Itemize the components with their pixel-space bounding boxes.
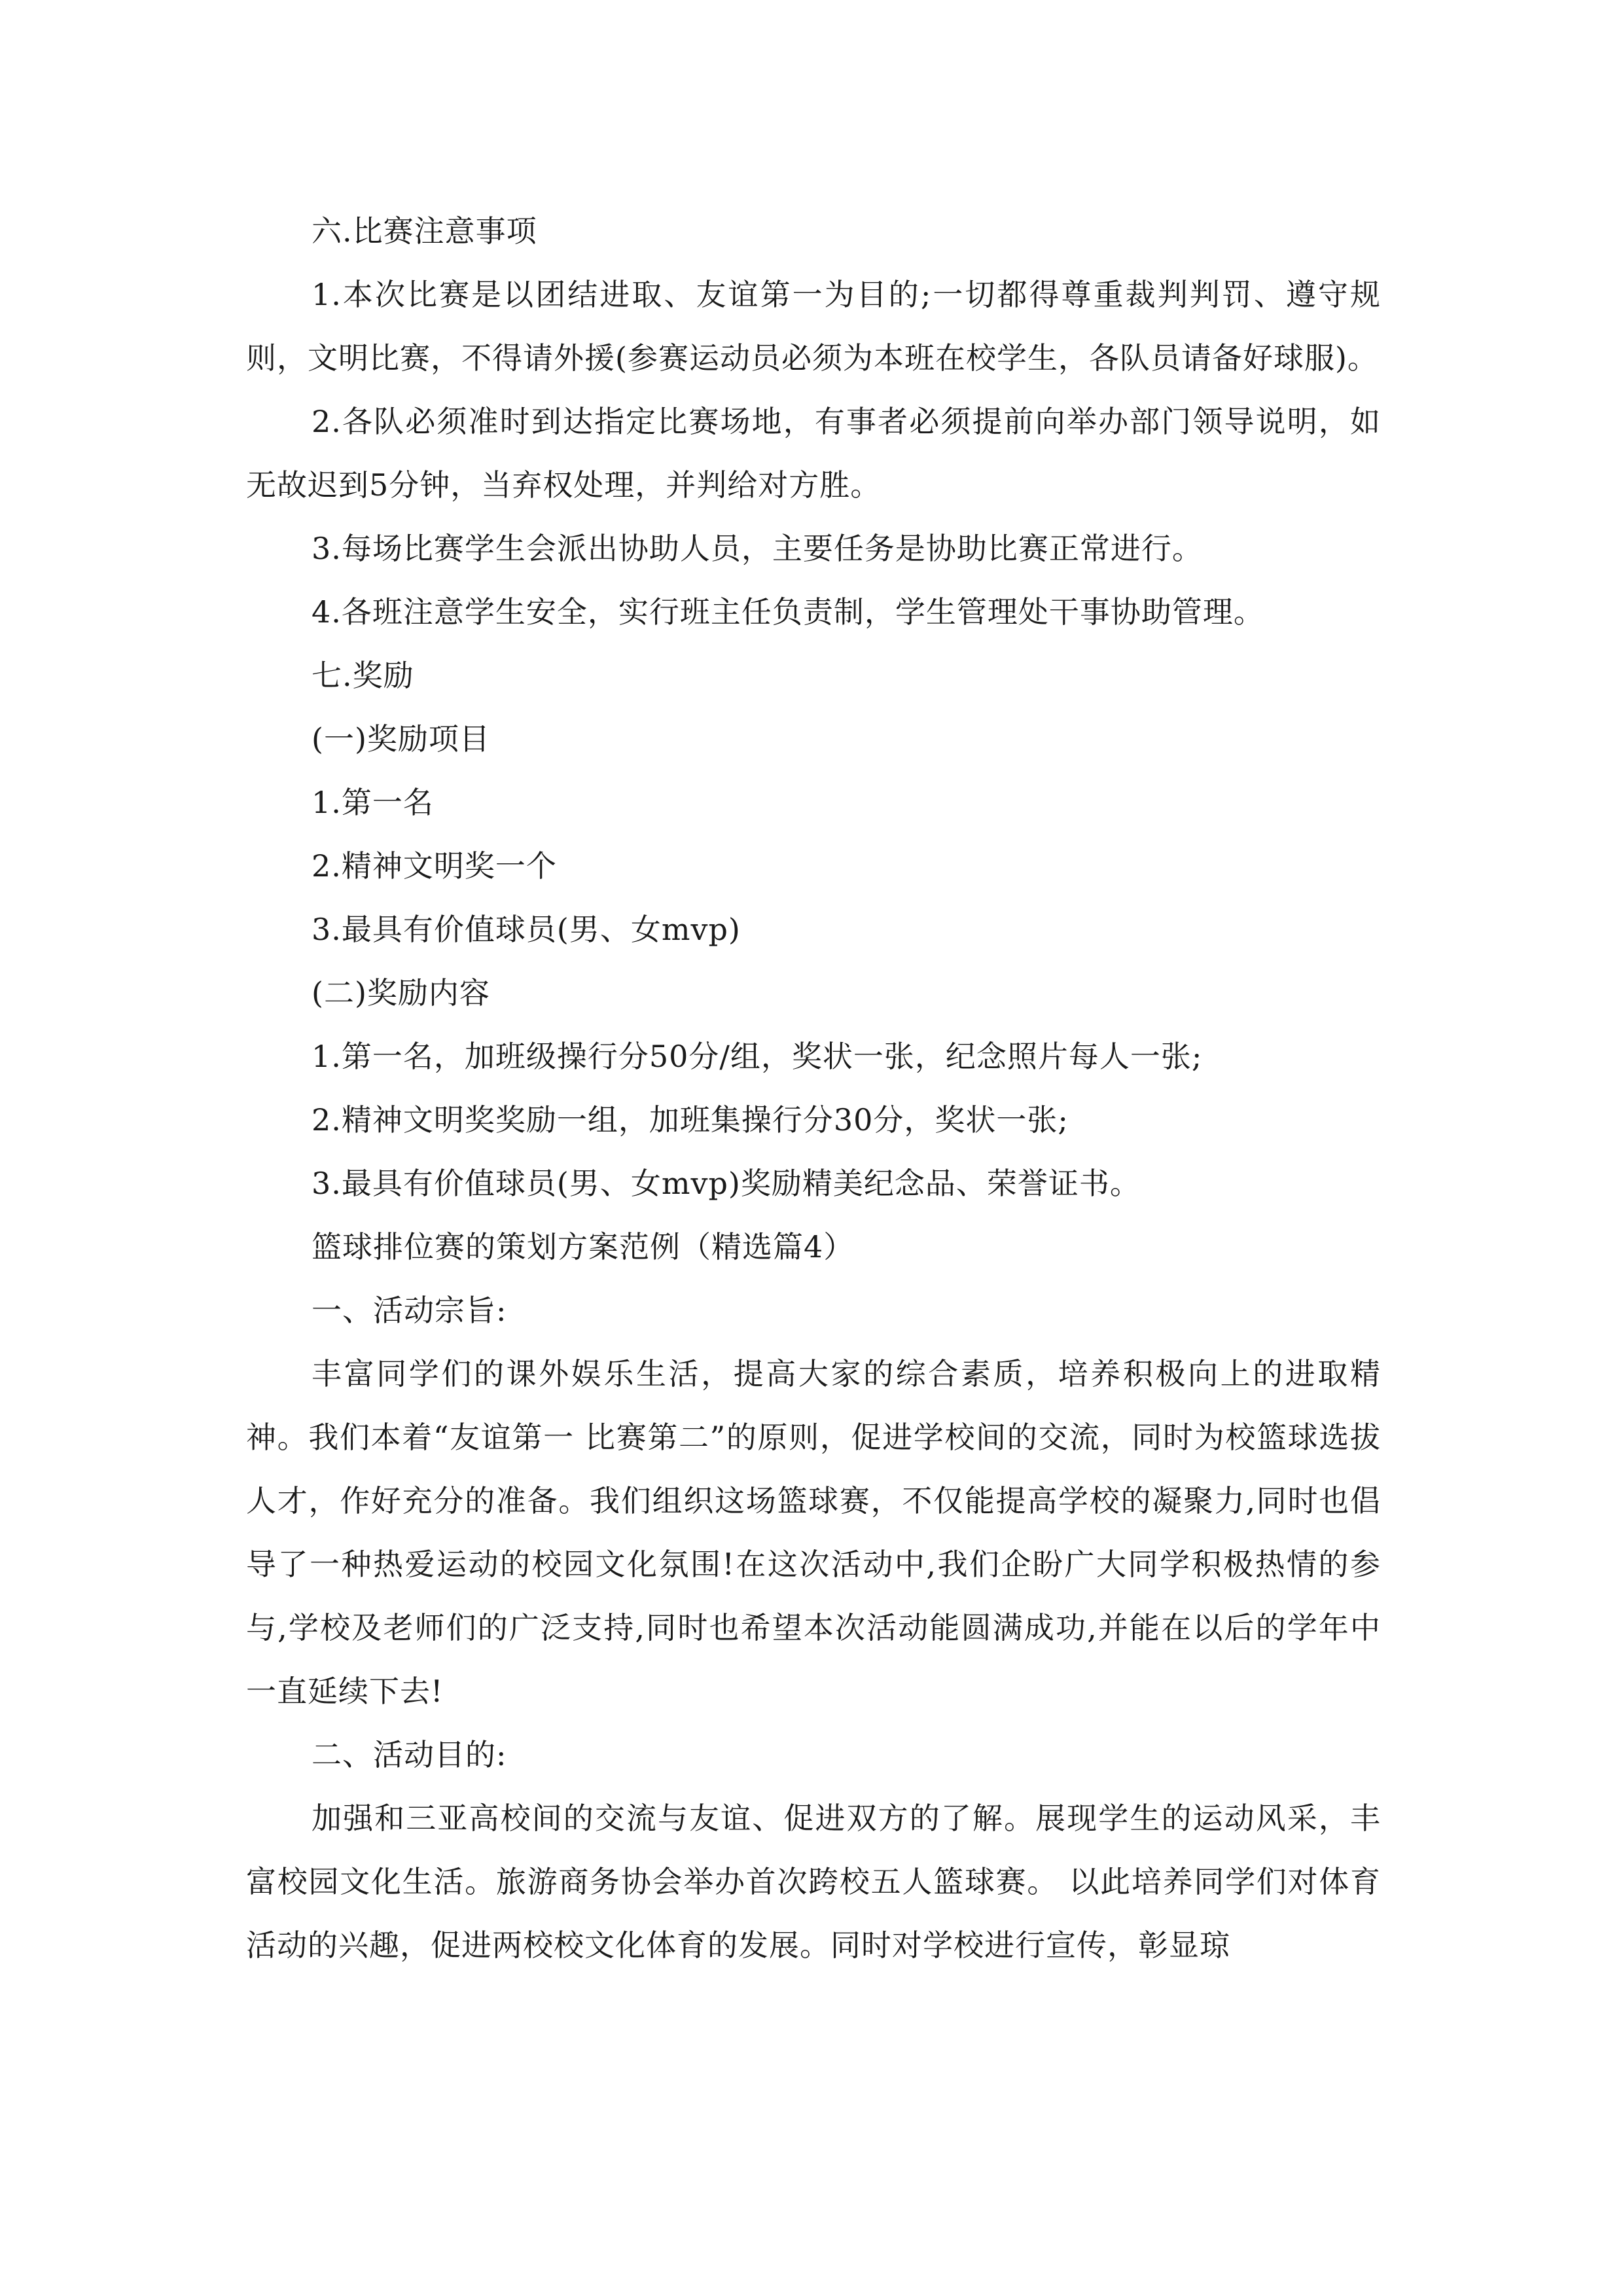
notes-item-4: 4.各班注意学生安全，实行班主任负责制，学生管理处干事协助管理。: [312, 594, 1264, 630]
reward-content-1: 1.第一名，加班级操行分50分/组，奖状一张，纪念照片每人一张;: [312, 1039, 1203, 1074]
reward-item-1: 1.第一名: [312, 785, 434, 820]
reward-item-2: 2.精神文明奖一个: [312, 848, 557, 884]
notes-item-2: 2.各队必须准时到达指定比赛场地，有事者必须提前向举办部门领导说明，如无故迟到5分钟，当弃权处理，并判给对方胜。: [246, 404, 1381, 503]
reward-content-2: 2.精神文明奖奖励一组，加班集操行分30分，奖状一张;: [312, 1102, 1069, 1138]
section-heading-goal: 二、活动目的:: [312, 1737, 507, 1772]
section-heading-purpose: 一、活动宗旨:: [312, 1293, 507, 1328]
reward-content-3: 3.最具有价值球员(男、女mvp)奖励精美纪念品、荣誉证书。: [312, 1166, 1141, 1201]
reward-item-3: 3.最具有价值球员(男、女mvp): [312, 912, 741, 947]
document-body: [246, 200, 1381, 1977]
purpose-body: 丰富同学们的课外娱乐生活，提高大家的综合素质，培养积极向上的进取精神。我们本着“友谊第一 比赛第二”的原则，促进学校间的交流，同时为校篮球选拔人才，作好充分的准备。我们组织这场篮球赛，不仅能提高学校的凝聚力,同时也倡导了一种热爱运动的校园文化氛围!在这次活动中,我们企盼广大同学积极热情的参与,学校及老师们的广泛支持,同时也希望本次活动能圆满成功,并能在以后的学年中一直延续下去!: [246, 1356, 1381, 1709]
subheading-reward-items: (一)奖励项目: [312, 721, 490, 757]
notes-item-1: 1.本次比赛是以团结进取、友谊第一为目的;一切都得尊重裁判判罚、遵守规则，文明比赛，不得请外援(参赛运动员必须为本班在校学生，各队员请备好球服)。: [246, 277, 1381, 376]
section-heading-rewards: 七.奖励: [312, 658, 414, 693]
notes-item-3: 3.每场比赛学生会派出协助人员，主要任务是协助比赛正常进行。: [312, 531, 1203, 566]
goal-body: 加强和三亚高校间的交流与友谊、促进双方的了解。展现学生的运动风采，丰富校园文化生活。旅游商务协会举办首次跨校五人篮球赛。 以此培养同学们对体育活动的兴趣，促进两校校文化体育的发展。同时对学校进行宣传，彰显琼: [246, 1801, 1381, 1963]
section-heading-notes: 六.比赛注意事项: [312, 213, 537, 249]
subheading-reward-content: (二)奖励内容: [312, 975, 490, 1011]
article-title: 篮球排位赛的策划方案范例（精选篇4）: [312, 1229, 855, 1265]
